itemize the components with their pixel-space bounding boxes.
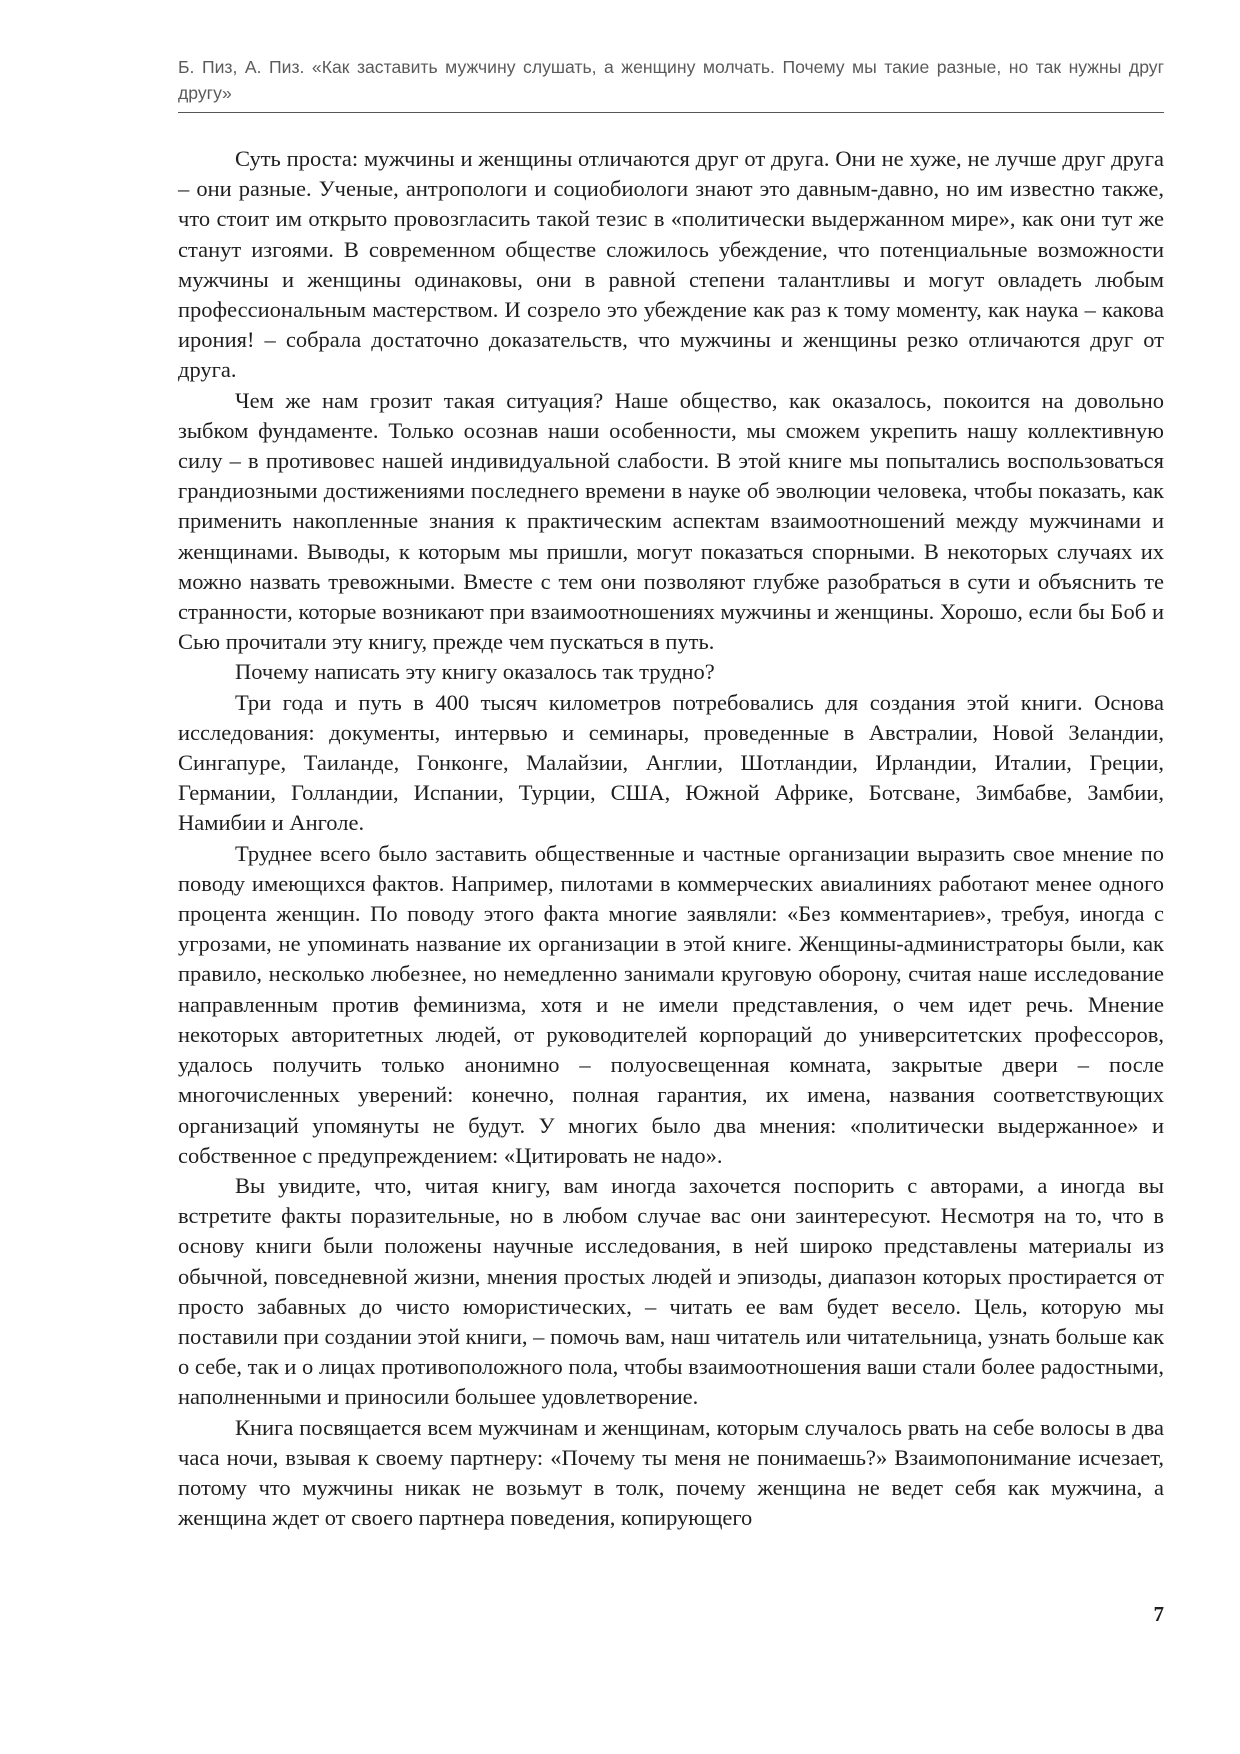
header-divider xyxy=(178,112,1164,113)
body-text xyxy=(178,144,1164,1533)
paragraph: Труднее всего было заставить общественные и частные организации выразить свое мнение по поводу имеющихся фактов. Например, пилотами в коммерческих авиалиниях работают менее одного процента женщин. По поводу этого факта многие заявляли: «Без комментариев», требуя, иногда с угрозами, не упоминать название их организации в этой книге. Женщины-администраторы были, как правило, несколько любезнее, но немедленно занимали круговую оборону, считая наше исследование направленным против феминизма, хотя и не имели представления, о чем идет речь. Мнение некоторых авторитетных людей, от руководителей корпораций до университетских профессоров, удалось получить только анонимно – полуосвещенная комната, закрытые двери – после многочисленных уверений: конечно, полная гарантия, их имена, названия соответствующих организаций упомянуты не будут. У многих было два мнения: «политически выдержанное» и собственное с предупреждением: «Цитировать не надо». xyxy=(178,840,1164,1168)
page-number: 7 xyxy=(1153,1602,1164,1626)
running-header-title: Б. Пиз, А. Пиз. «Как заставить мужчину слушать, а женщину молчать. Почему мы такие разные, но так нужны друг другу» xyxy=(178,57,1164,103)
paragraph: Чем же нам грозит такая ситуация? Наше общество, как оказалось, покоится на довольно зыбком фундаменте. Только осознав наши особенности, мы сможем укрепить нашу коллективную силу – в противовес нашей индивидуальной слабости. В этой книге мы попытались воспользоваться грандиозными достижениями последнего времени в науке об эволюции человека, чтобы показать, как применить накопленные знания к практическим аспектам взаимоотношений между мужчинами и женщинами. Выводы, к которым мы пришли, могут показаться спорными. В некоторых случаях их можно назвать тревожными. Вместе с тем они позволяют глубже разобраться в сути и объяснить те странности, которые возникают при взаимоотношениях мужчины и женщины. Хорошо, если бы Боб и Сью прочитали эту книгу, прежде чем пускаться в путь. xyxy=(178,387,1164,655)
paragraph: Суть проста: мужчины и женщины отличаются друг от друга. Они не хуже, не лучше друг друга – они разные. Ученые, антропологи и социобиологи знают это давным-давно, но им известно также, что стоит им открыто провозгласить такой тезис в «политически выдержанном мире», как они тут же станут изгоями. В современном обществе сложилось убеждение, что потенциальные возможности мужчины и женщины одинаковы, они в равной степени талантливы и могут овладеть любым профессиональным мастерством. И созрело это убеждение как раз к тому моменту, как наука – какова ирония! – собрала достаточно доказательств, что мужчины и женщины резко отличаются друг от друга. xyxy=(178,146,1164,383)
paragraph: Три года и путь в 400 тысяч километров потребовались для создания этой книги. Основа исследования: документы, интервью и семинары, проведенные в Австралии, Новой Зеландии, Сингапуре, Таиланде, Гонконге, Малайзии, Англии, Шотландии, Ирландии, Италии, Греции, Германии, Голландии, Испании, Турции, США, Южной Африке, Ботсване, Зимбабве, Замбии, Намибии и Анголе. xyxy=(178,689,1164,836)
paragraph: Книга посвящается всем мужчинам и женщинам, которым случалось рвать на себе волосы в два часа ночи, взывая к своему партнеру: «Почему ты меня не понимаешь?» Взаимопонимание исчезает, потому что мужчины никак не возьмут в толк, почему женщина не ведет себя как мужчина, а женщина ждет от своего партнера поведения, копирующего xyxy=(178,1414,1164,1531)
paragraph: Вы увидите, что, читая книгу, вам иногда захочется поспорить с авторами, а иногда вы встретите факты поразительные, но в любом случае вас они заинтересуют. Несмотря на то, что в основу книги были положены научные исследования, в ней широко представлены материалы из обычной, повседневной жизни, мнения простых людей и эпизоды, диапазон которых простирается от просто забавных до чисто юмористических, – читать ее вам будет весело. Цель, которую мы поставили при создании этой книги, – помочь вам, наш читатель или читательница, узнать больше как о себе, так и о лицах противоположного пола, чтобы взаимоотношения ваши стали более радостными, наполненными и приносили большее удовлетворение. xyxy=(178,1172,1164,1410)
paragraph: Почему написать эту книгу оказалось так трудно? xyxy=(235,659,715,685)
